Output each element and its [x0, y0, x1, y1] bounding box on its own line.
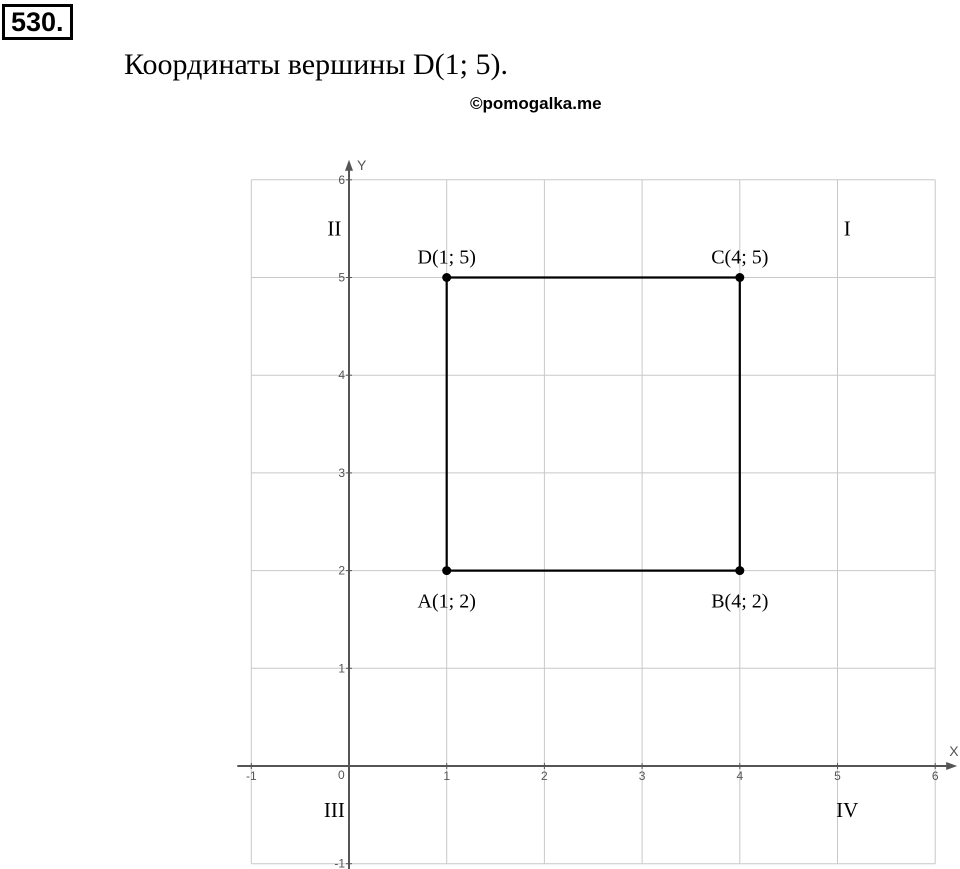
quadrilateral-abcd [418, 247, 769, 613]
x-tick-label: -1 [245, 769, 257, 783]
vertex-a-label: A(1; 2) [417, 590, 476, 613]
y-tick-label: 5 [338, 270, 345, 285]
vertex-b-point [735, 566, 744, 575]
y-tick-label: 3 [338, 465, 345, 480]
vertex-a-point [442, 566, 451, 575]
y-tick-label: 6 [338, 172, 345, 187]
quadrant-label-iii: III [323, 797, 345, 822]
y-tick-label: 2 [338, 563, 345, 578]
watermark: ©pomogalka.me [470, 94, 602, 113]
origin-label: 0 [338, 768, 345, 782]
vertex-b-label: B(4; 2) [711, 590, 769, 613]
y-tick-label: 4 [338, 368, 345, 383]
y-axis-arrow-icon [345, 160, 353, 171]
x-tick-label: 6 [931, 769, 939, 783]
y-tick-label: -1 [334, 856, 345, 869]
answer-text: Координаты вершины D(1; 5). [124, 48, 508, 81]
vertex-c-label: C(4; 5) [711, 246, 769, 269]
problem-number: 530. [2, 4, 73, 40]
x-tick-label: 1 [443, 769, 451, 783]
quadrilateral-outline [447, 278, 740, 571]
grid [251, 180, 935, 864]
quadrant-label-ii: II [327, 216, 342, 241]
vertex-d-point [442, 273, 451, 282]
x-axis-arrow-icon [946, 762, 957, 770]
vertex-d-label: D(1; 5) [417, 246, 476, 269]
vertex-c-point [735, 273, 744, 282]
x-tick-label: 5 [834, 769, 841, 783]
y-tick-label: 1 [338, 661, 345, 676]
x-tick-label: 2 [541, 769, 548, 783]
axes [237, 157, 959, 869]
quadrant-label-iv: IV [836, 797, 859, 822]
x-tick-label: 3 [638, 769, 646, 783]
quadrant-labels [324, 217, 859, 822]
quadrant-label-i: I [843, 216, 851, 241]
y-axis-name: Y [357, 156, 367, 173]
x-axis-name: X [949, 743, 959, 759]
x-tick-label: 4 [736, 769, 744, 783]
